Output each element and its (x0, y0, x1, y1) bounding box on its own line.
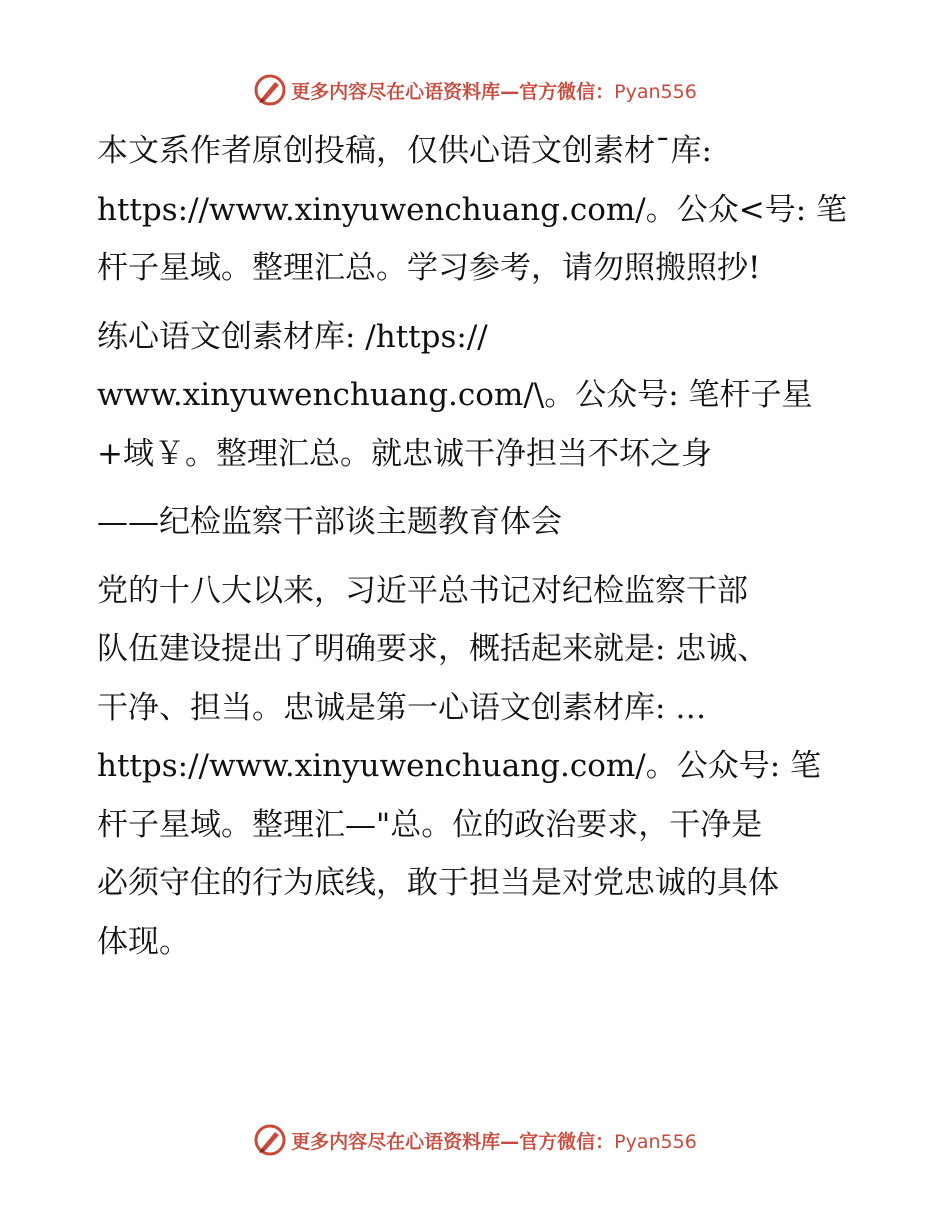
banner-text (291, 77, 697, 104)
text-line: 杆子星域。整理汇总。学习参考，请勿照搬照抄! (97, 250, 761, 286)
paragraph-intro-2 (97, 308, 867, 484)
text-line: 队伍建设提出了明确要求，概括起来就是: 忠诚、 (97, 631, 769, 667)
text-line: 必须守住的行为底线，敢于担当是对党忠诚的具体 (97, 865, 779, 901)
text-line: 体现。 (97, 923, 190, 960)
text-line: 干净、担当。忠诚是第一心语文创素材库: … (97, 689, 707, 726)
text-line: www.xinyuwenchuang.com/\。公众号: 笔杆子星 (97, 377, 813, 413)
text-line: 练心语文创素材库: /https:// (97, 318, 488, 355)
paragraph-body (97, 562, 867, 972)
document-body (97, 122, 867, 971)
banner-handle: Pyan556 (614, 1130, 697, 1153)
footer-banner (0, 1120, 950, 1160)
banner-label: 更多内容尽在心语资料库—官方微信： (291, 1130, 615, 1153)
text-line: ——纪检监察干部谈主题教育体会 (97, 504, 562, 540)
text-line: 杆子星域。整理汇—"总。位的政治要求，干净是 (97, 806, 763, 843)
text-line: +域￥。整理汇总。就忠诚干净担当不坏之身 (97, 435, 712, 472)
banner-handle: Pyan556 (614, 80, 697, 103)
text-line: https://www.xinyuwenchuang.com/。公众<号: 笔 (97, 191, 848, 228)
header-banner (0, 70, 950, 110)
pen-logo-icon (253, 1123, 287, 1157)
text-line: 本文系作者原创投稿，仅供心语文创素材¯库: (97, 133, 712, 169)
pen-logo-icon (253, 73, 287, 107)
banner-text (291, 1127, 697, 1154)
text-line: 党的十八大以来，习近平总书记对纪检监察干部 (97, 572, 748, 609)
text-line: https://www.xinyuwenchuang.com/。公众号: 笔 (97, 748, 822, 784)
banner-label: 更多内容尽在心语资料库—官方微信： (291, 80, 615, 103)
paragraph-intro-1 (97, 122, 867, 298)
subtitle (97, 493, 867, 552)
